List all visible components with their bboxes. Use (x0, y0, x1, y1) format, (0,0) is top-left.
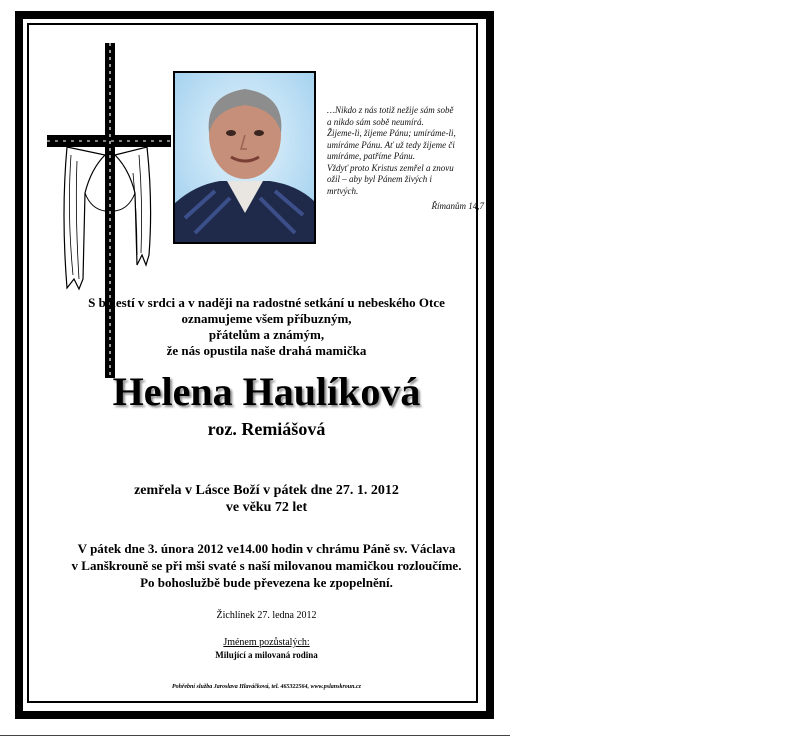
verse-line: umíráme Pánu. Ať už tedy žijeme či (327, 139, 455, 150)
verse-line: Žijeme-li, žijeme Pánu; umíráme-li, (327, 128, 456, 138)
verse-reference: Římanům 14,7 (431, 201, 484, 211)
verse-line: umíráme, patříme Pánu. (327, 151, 415, 161)
notice-paper (23, 19, 486, 711)
place-and-date: Žichlínek 27. ledna 2012 (216, 610, 317, 621)
verse-line: mrtvých. (327, 185, 359, 196)
funeral-service-footer: Pohřební služba Jaroslava Hlaváčková, tel. 465322564, www.pslanskroun.cz (172, 684, 361, 690)
verse-line: ožil – aby byl Pánem živých i (327, 174, 432, 184)
verse-line: Vždyť proto Kristus zemřel a znovu (327, 162, 454, 173)
funeral-info (39, 540, 494, 591)
announcement-line: přátelům a známým, (208, 327, 325, 342)
funeral-line: V pátek dne 3. února 2012 ve14.00 hodin v chrámu Páně sv. Václava (77, 541, 456, 556)
notice-inner-border (27, 23, 484, 703)
bottom-divider (0, 735, 510, 736)
mourners-label (39, 637, 494, 648)
portrait-photo (173, 71, 316, 244)
announcement-line: S bolestí v srdci a v naději na radostné setkání u nebeského Otce (88, 295, 445, 310)
death-line: ve věku 72 let (225, 500, 308, 515)
funeral-line: v Lanškrouně se při mši svaté s naší milovanou mamičkou rozloučíme. (71, 558, 462, 573)
announcement-text (59, 295, 474, 359)
bible-verse (327, 105, 487, 197)
verse-line: a nikdo sám sobě neumírá. (327, 116, 424, 127)
announcement-line: oznamujeme všem příbuzným, (181, 311, 352, 326)
deceased-name: Helena Haulíková (112, 369, 421, 414)
mourners: Milující a milovaná rodina (215, 650, 318, 660)
death-info (39, 482, 494, 516)
notice-frame (15, 11, 494, 719)
maiden-name: roz. Remiášová (207, 419, 326, 439)
funeral-line: Po bohoslužbě bude převezena ke zpopelnění. (140, 575, 393, 590)
verse-line: …Nikdo z nás totiž nežije sám sobě (327, 105, 454, 115)
announcement-line: že nás opustila naše drahá mamička (166, 343, 367, 358)
mourners-label-text: Jménem pozůstalých: (223, 637, 310, 648)
death-line: zemřela v Lásce Boží v pátek dne 27. 1. 2012 (134, 483, 399, 498)
